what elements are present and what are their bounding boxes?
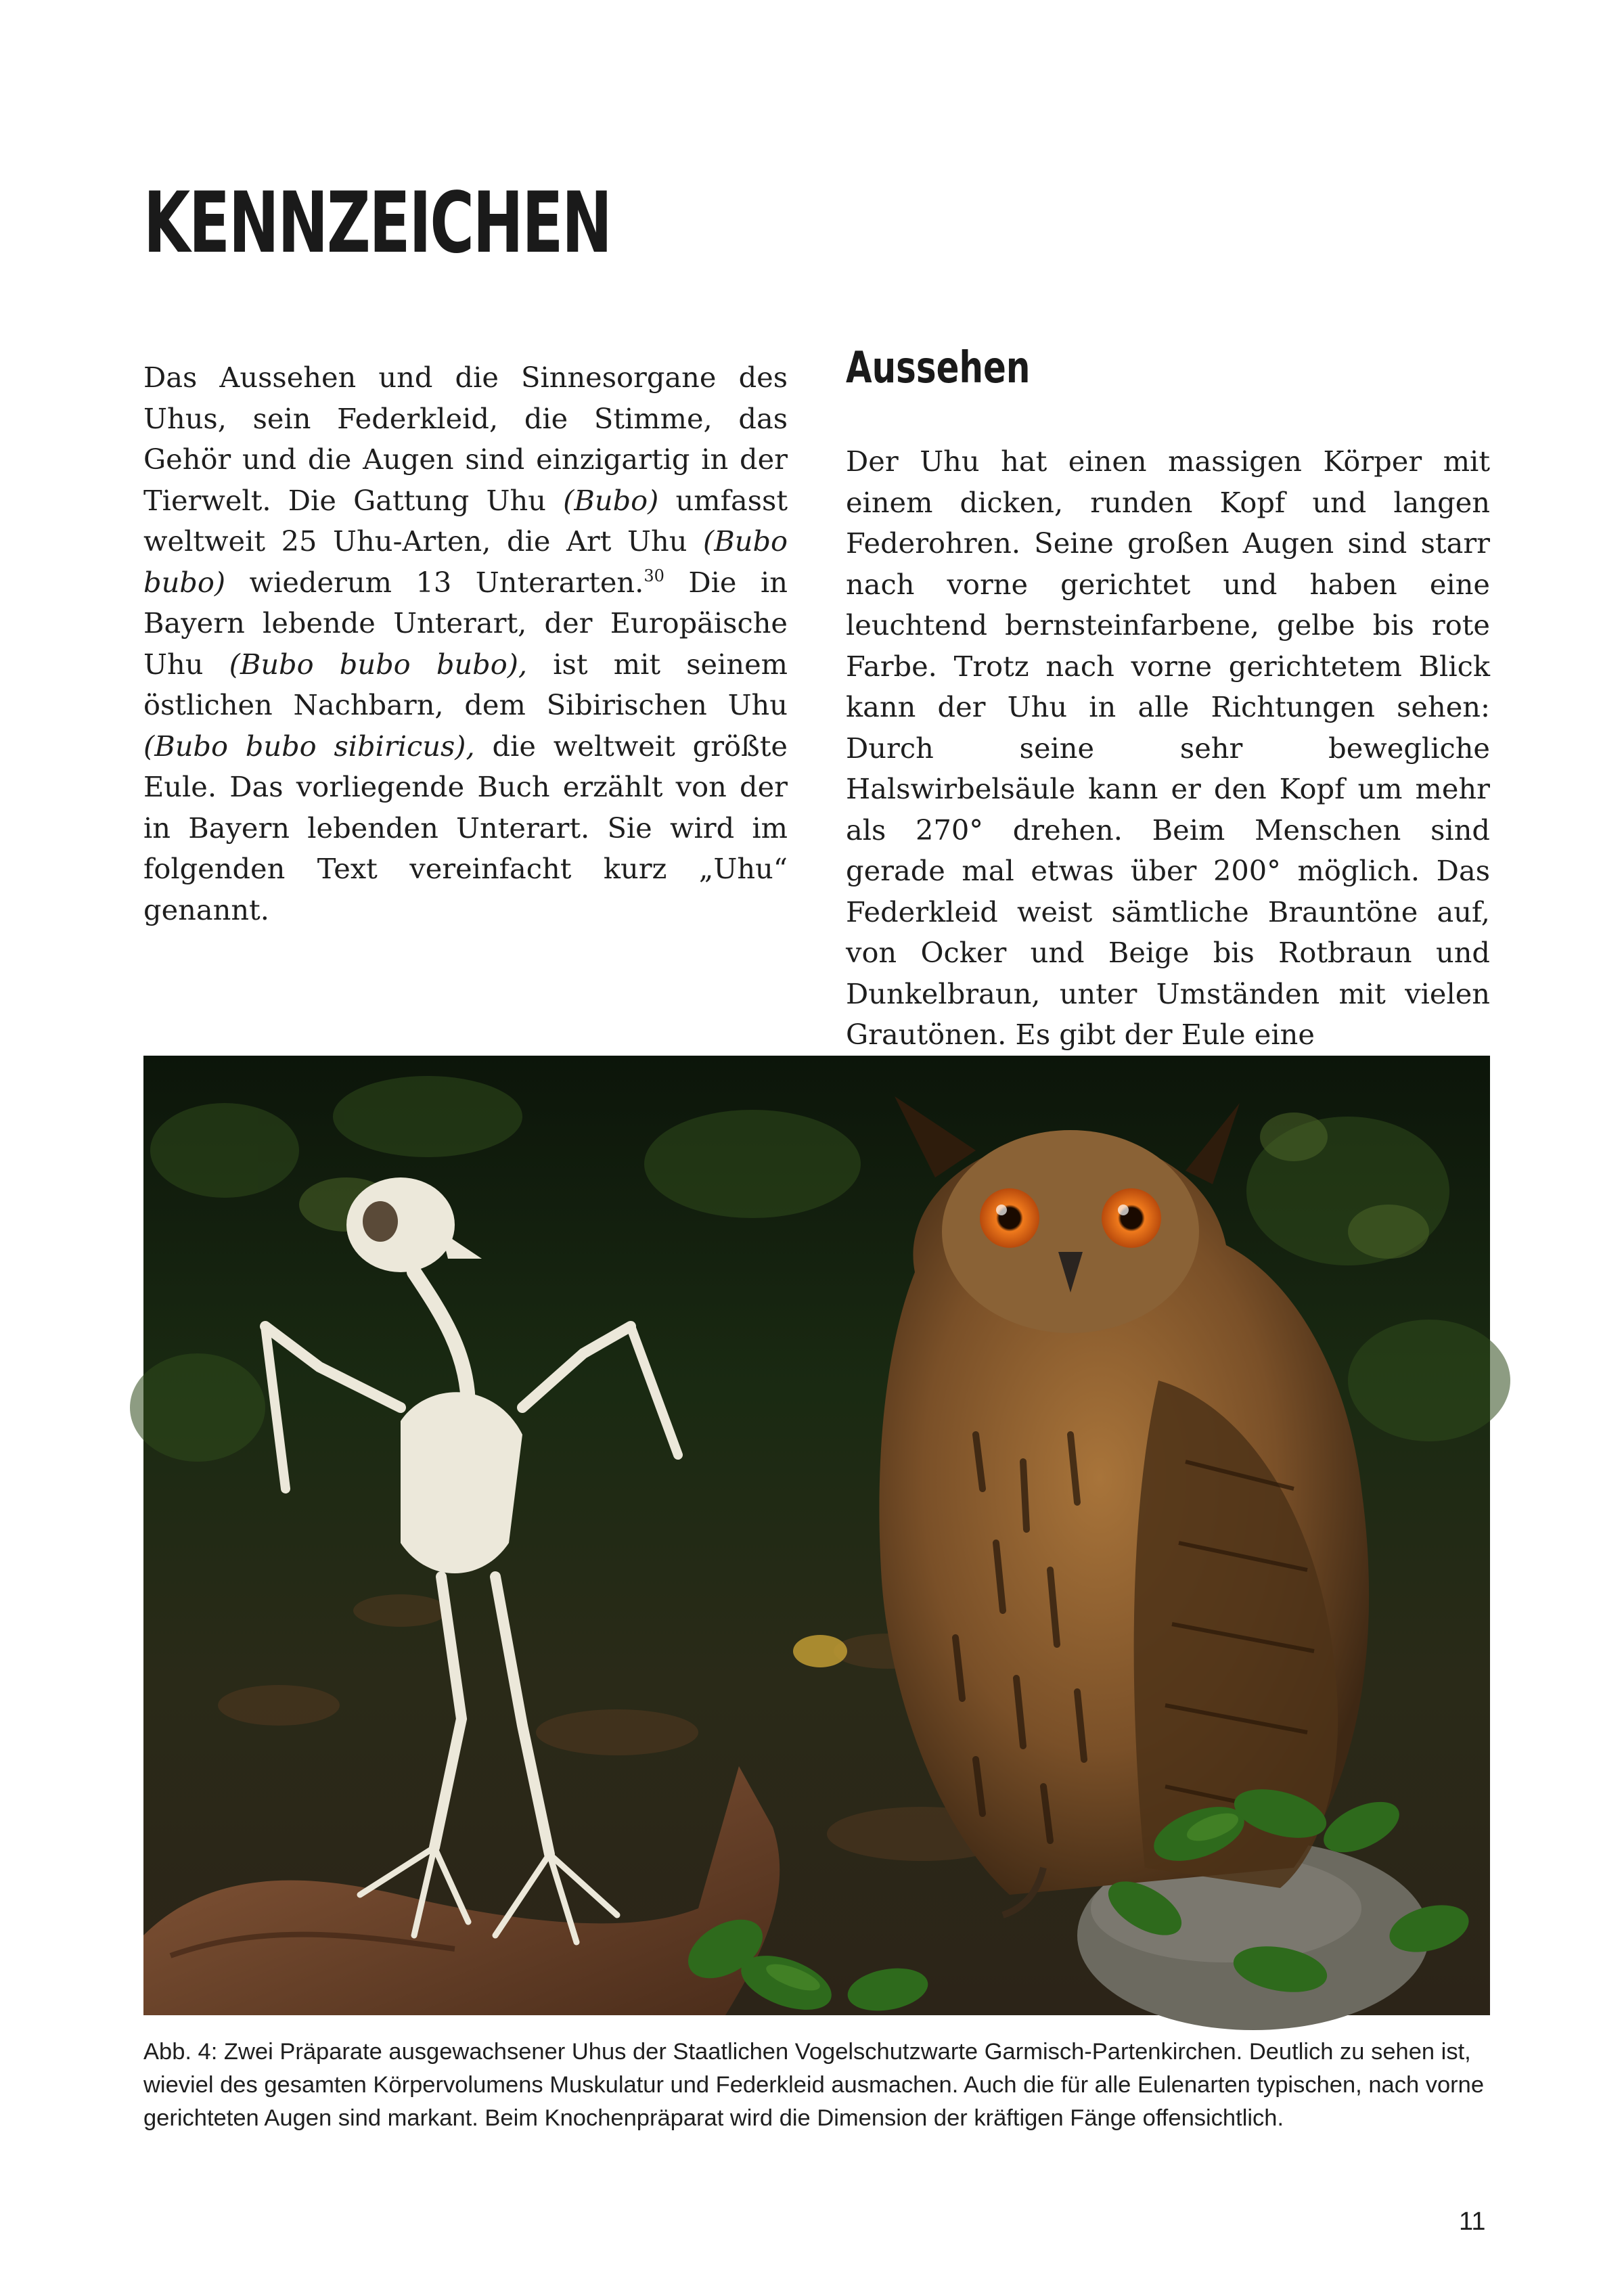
page-number: 11 [1459,2207,1486,2236]
section-column [846,441,1490,1051]
intro-text-2: umfasst weltweit 25 Uhu-Arten, die Art Uhu [143,483,788,558]
intro-paragraph [143,357,788,930]
owl-photo [143,1056,1490,2015]
intro-text-1: Das Aussehen und die Sinnesorgane des Uhus, sein Federkleid, die Stimme, das Gehör und die Augen sind einzigartig in der Tierwelt. Die Gattung Uhu [143,361,788,517]
genus-name: (Bubo) [563,483,659,517]
intro-text-3: wiederum 13 Unterarten. [225,565,644,599]
intro-text-4: Die in Bayern lebende Unterart, der Europäische Uhu [143,565,788,681]
intro-text-5: ist mit seinem östlichen Nachbarn, dem Sibirischen Uhu [143,647,788,721]
figure-caption: Abb. 4: Zwei Präparate ausgewachsener Uhus der Staatlichen Vogelschutzwarte Garmisch-Partenkirchen. Deutlich zu sehen ist, wieviel des gesamten Körpervolumens Muskulatur und Federkleid ausmachen. Auch die für alle Eulenarten typischen, nach vorne gerichteten Augen sind markant. Beim Knochenpräparat wird die Dimension der kräftigen Fänge offensichtlich. [143,2039,1485,2131]
section-heading: Aussehen [846,343,1031,393]
footnote-marker: 30 [644,566,664,585]
page-title: KENNZEICHEN [143,175,611,272]
owl-photo-illustration [143,1056,1490,2015]
intro-column [143,357,788,930]
section-paragraph: Der Uhu hat einen massigen Körper mit einem dicken, runden Kopf und langen Federohren. Seine großen Augen sind starr nach vorne gerichtet und haben eine leuchtend bernsteinfarbene, gelbe bis rote Farbe. Trotz nach vorne gerichtetem Blick kann der Uhu in alle Richtungen sehen: Durch seine sehr bewegliche Halswirbelsäule kann er den Kopf um mehr als 270° drehen. Beim Menschen sind gerade mal etwas über 200° möglich. Das Federkleid weist sämtliche Brauntöne auf, von Ocker und Beige bis Rotbraun und Dunkelbraun, unter Umständen mit vielen Grautönen. Es gibt der Eule eine [846,445,1490,1051]
intro-text-6: die weltweit größte Eule. Das vorliegende Buch erzählt von der in Bayern lebenden Unterart. Sie wird im folgenden Text vereinfacht kurz „Uhu“ genannt. [143,729,788,926]
subspecies-european: (Bubo bubo bubo), [229,647,528,681]
species-name: (Bubo bubo) [143,524,788,599]
subspecies-siberian: (Bubo bubo sibiricus), [143,729,475,763]
